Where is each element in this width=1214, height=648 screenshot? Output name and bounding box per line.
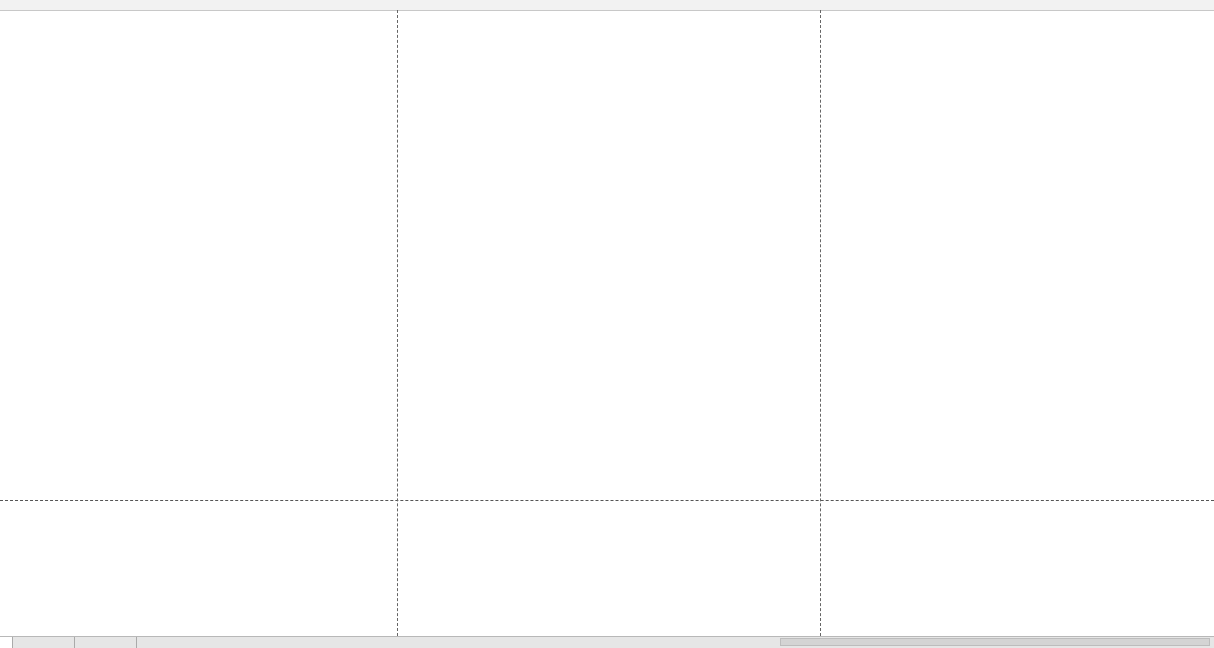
tab-sheet3[interactable] bbox=[124, 637, 137, 648]
column-header-row bbox=[0, 0, 1214, 11]
tab-sheet1[interactable] bbox=[0, 637, 13, 648]
page-break-vertical bbox=[397, 10, 398, 636]
tab-sheet2[interactable] bbox=[62, 637, 75, 648]
sheet-tab-bar bbox=[0, 636, 1214, 648]
horizontal-scrollbar[interactable] bbox=[780, 638, 1210, 646]
page-break-vertical bbox=[820, 10, 821, 636]
page-break-horizontal bbox=[0, 500, 1214, 501]
